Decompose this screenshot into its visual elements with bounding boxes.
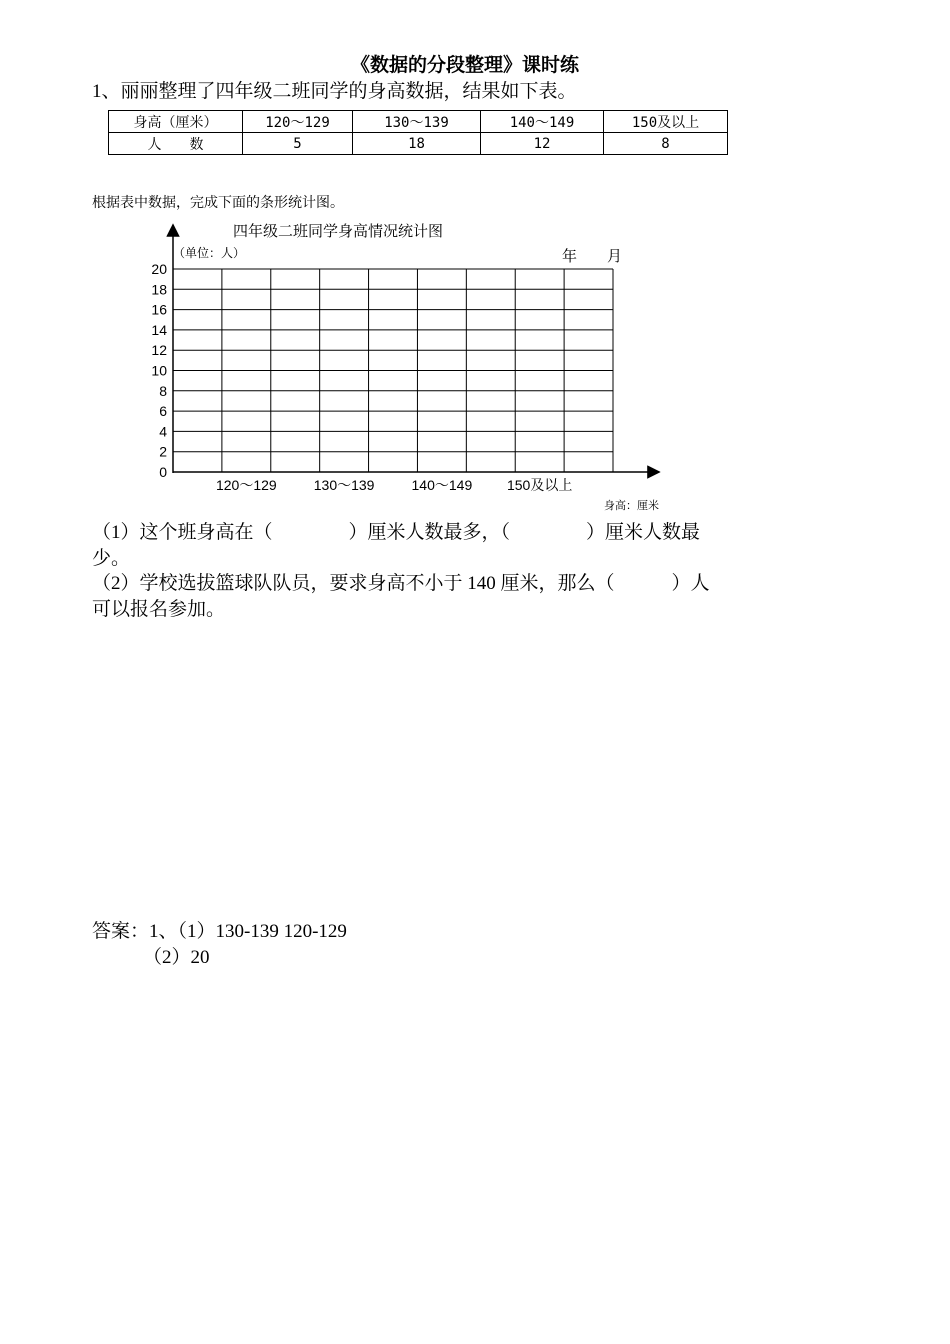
- page-title: 《数据的分段整理》课时练: [350, 55, 579, 76]
- table-header-cell: 150及以上: [604, 111, 728, 133]
- x-axis-label: 身高：厘米: [604, 499, 659, 512]
- bar-chart: [130, 216, 690, 516]
- y-tick-label: 18: [151, 281, 167, 298]
- y-tick-label: 0: [159, 464, 167, 480]
- y-tick-label: 10: [151, 362, 167, 379]
- x-tick-label: 130～139: [313, 477, 375, 493]
- question-1-sub-1: （1）这个班身高在（ ）厘米人数最多，（ ）厘米人数最: [92, 522, 701, 543]
- table-cell: 18: [353, 133, 481, 155]
- x-tick-label: 120～129: [215, 477, 277, 493]
- table-header-cell: 130～139: [353, 111, 481, 133]
- y-tick-label: 12: [151, 342, 167, 359]
- question-1-sub-1-continued: 少。: [92, 548, 131, 569]
- question-1-intro: 1、丽丽整理了四年级二班同学的身高数据，结果如下表。: [92, 81, 577, 102]
- x-tick-labels: [216, 477, 572, 493]
- y-tick-label: 16: [151, 301, 167, 318]
- y-tick-label: 2: [159, 443, 167, 460]
- table-cell: 12: [481, 133, 604, 155]
- height-data-table: [108, 110, 728, 155]
- table-header-cell: 140～149: [481, 111, 604, 133]
- y-tick-label: 14: [151, 321, 167, 338]
- x-tick-label: 140～149: [411, 477, 473, 493]
- table-header-cell: 120～129: [243, 111, 353, 133]
- question-1-sub-2-continued: 可以报名参加。: [92, 599, 226, 620]
- y-tick-labels: [151, 261, 167, 480]
- answer-line-2: （2）20: [143, 947, 210, 968]
- question-1-sub-2: （2）学校选拔篮球队队员，要求身高不小于 140 厘米，那么（ ）人: [92, 573, 710, 594]
- table-row: [109, 111, 728, 133]
- y-tick-label: 6: [159, 403, 167, 420]
- chart-instruction: 根据表中数据，完成下面的条形统计图。: [92, 195, 344, 211]
- y-tick-label: 4: [159, 423, 167, 440]
- table-header-cell: 身高（厘米）: [109, 111, 243, 133]
- table-cell: 8: [604, 133, 728, 155]
- chart-date-label: 年 月: [562, 247, 623, 265]
- answer-line-1: 答案：1、（1）130-139 120-129: [92, 921, 347, 942]
- chart-unit-label: （单位：人）: [173, 246, 246, 260]
- y-tick-label: 8: [159, 382, 167, 399]
- table-row: [109, 133, 728, 155]
- y-tick-label: 20: [151, 261, 167, 277]
- table-cell: 人 数: [109, 133, 243, 155]
- chart-title: 四年级二班同学身高情况统计图: [233, 222, 444, 240]
- table-cell: 5: [243, 133, 353, 155]
- chart-grid: [173, 269, 613, 472]
- x-tick-label: 150及以上: [506, 477, 573, 493]
